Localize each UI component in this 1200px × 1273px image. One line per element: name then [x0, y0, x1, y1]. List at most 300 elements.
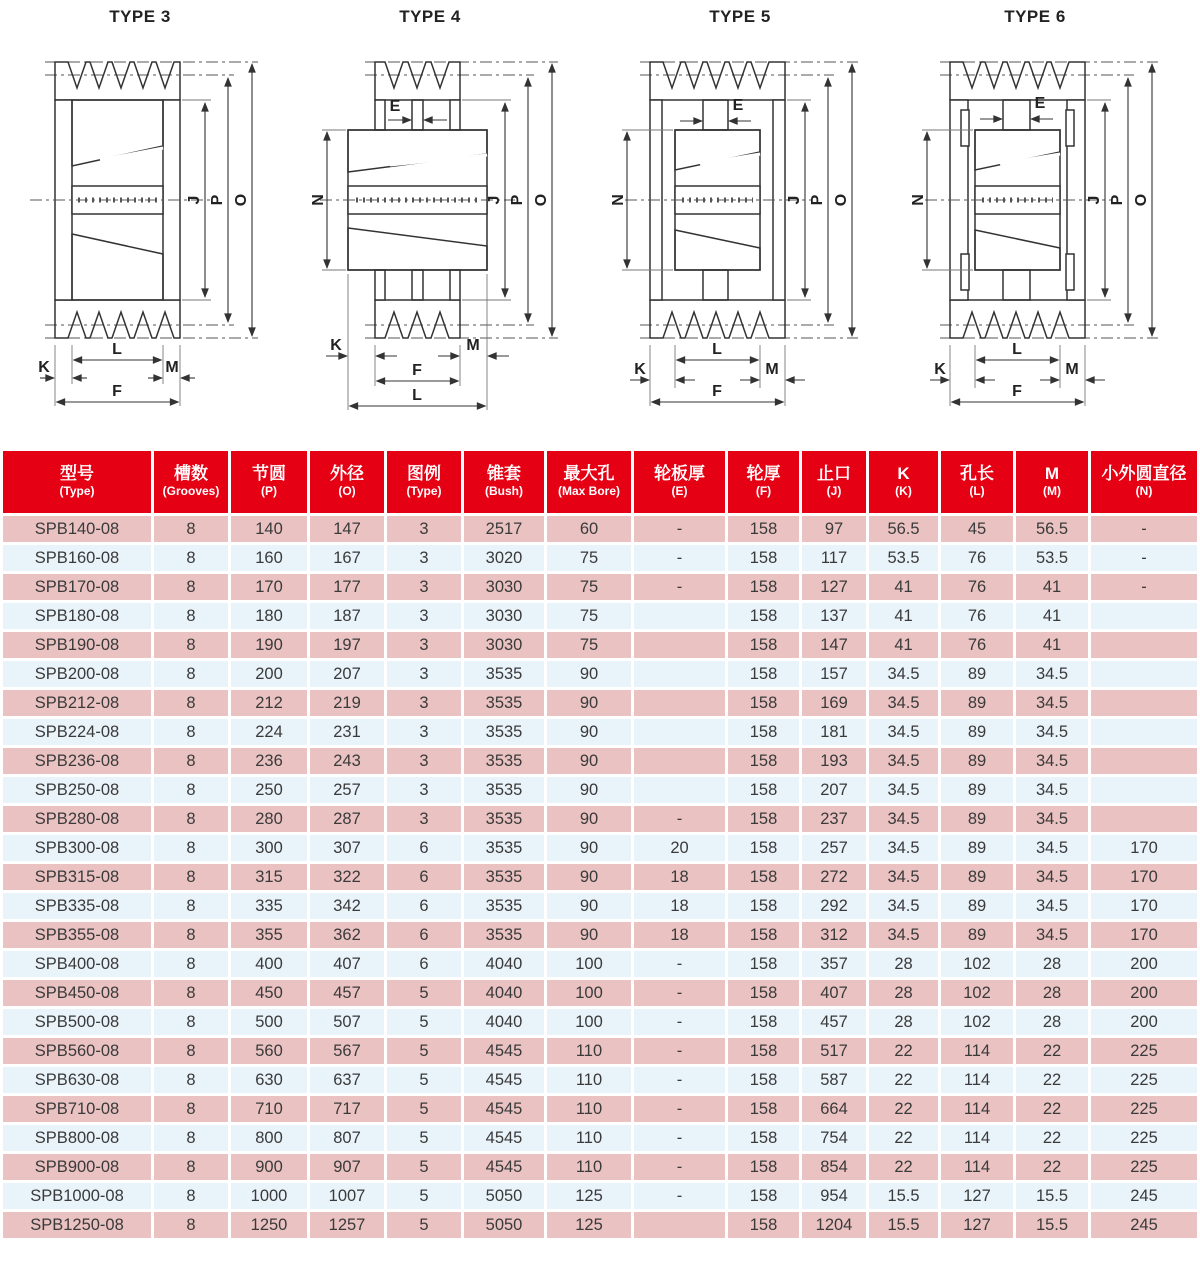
cell-figure-type: 6 — [387, 864, 461, 890]
column-header-en: (O) — [338, 484, 356, 499]
dim-label-e: E — [389, 98, 401, 115]
cell-l: 89 — [941, 690, 1013, 716]
cell-l: 89 — [941, 806, 1013, 832]
cell-grooves: 8 — [154, 748, 228, 774]
cell-outer-diameter: 507 — [310, 1009, 384, 1035]
cell-grooves: 8 — [154, 1154, 228, 1180]
column-header-en: (Bush) — [485, 484, 523, 499]
cell-e — [634, 661, 725, 687]
cell-figure-type: 5 — [387, 1096, 461, 1122]
cell-j: 587 — [802, 1067, 866, 1093]
cell-e: - — [634, 806, 725, 832]
cell-type: SPB236-08 — [3, 748, 151, 774]
table-row — [3, 777, 1197, 803]
cell-pitch-circle: 710 — [231, 1096, 307, 1122]
cell-l: 89 — [941, 864, 1013, 890]
cell-k: 34.5 — [869, 719, 938, 745]
table-row — [3, 1183, 1197, 1209]
cell-max-bore: 90 — [547, 719, 631, 745]
cell-pitch-circle: 630 — [231, 1067, 307, 1093]
cell-bush: 3535 — [464, 806, 544, 832]
table-row — [3, 951, 1197, 977]
cell-e: - — [634, 545, 725, 571]
cell-f: 158 — [728, 922, 799, 948]
cell-m: 22 — [1016, 1038, 1088, 1064]
cell-j: 193 — [802, 748, 866, 774]
cell-f: 158 — [728, 806, 799, 832]
column-header-en: (Grooves) — [162, 484, 220, 499]
cell-f: 158 — [728, 1212, 799, 1238]
cell-l: 76 — [941, 545, 1013, 571]
cell-n: 225 — [1091, 1125, 1197, 1151]
cell-e — [634, 777, 725, 803]
cell-figure-type: 6 — [387, 922, 461, 948]
dim-label-j: J — [186, 195, 203, 205]
spec-table — [0, 448, 1200, 1241]
cell-e — [634, 1212, 725, 1238]
cell-grooves: 8 — [154, 661, 228, 687]
cell-type: SPB630-08 — [3, 1067, 151, 1093]
dim-label-k: K — [330, 337, 342, 354]
cell-k: 22 — [869, 1125, 938, 1151]
cell-pitch-circle: 280 — [231, 806, 307, 832]
cell-m: 28 — [1016, 1009, 1088, 1035]
cell-outer-diameter: 287 — [310, 806, 384, 832]
table-row — [3, 661, 1197, 687]
column-header-zh: 型号 — [60, 464, 94, 484]
cell-f: 158 — [728, 864, 799, 890]
dim-label-f: F — [412, 362, 422, 379]
cell-type: SPB560-08 — [3, 1038, 151, 1064]
cell-outer-diameter: 231 — [310, 719, 384, 745]
cell-grooves: 8 — [154, 806, 228, 832]
cell-type: SPB190-08 — [3, 632, 151, 658]
column-header — [310, 451, 384, 513]
cell-m: 28 — [1016, 951, 1088, 977]
cell-max-bore: 90 — [547, 835, 631, 861]
column-header-en: (K) — [895, 484, 912, 499]
column-header-en: (L) — [969, 484, 985, 499]
cell-outer-diameter: 219 — [310, 690, 384, 716]
cell-type: SPB900-08 — [3, 1154, 151, 1180]
cell-f: 158 — [728, 545, 799, 571]
column-header — [387, 451, 461, 513]
cell-j: 137 — [802, 603, 866, 629]
cell-figure-type: 6 — [387, 893, 461, 919]
cell-figure-type: 5 — [387, 1125, 461, 1151]
table-body — [3, 516, 1197, 1238]
cell-grooves: 8 — [154, 922, 228, 948]
cell-outer-diameter: 322 — [310, 864, 384, 890]
column-header — [728, 451, 799, 513]
cell-m: 34.5 — [1016, 661, 1088, 687]
table-row — [3, 1154, 1197, 1180]
cell-type: SPB335-08 — [3, 893, 151, 919]
dimension-lines — [910, 64, 1152, 406]
cell-f: 158 — [728, 516, 799, 542]
dim-label-o: O — [533, 193, 550, 207]
cell-pitch-circle: 1000 — [231, 1183, 307, 1209]
dim-label-n: N — [910, 194, 927, 206]
table-header-row — [3, 451, 1197, 513]
cell-type: SPB280-08 — [3, 806, 151, 832]
cell-n: 225 — [1091, 1038, 1197, 1064]
cell-e — [634, 748, 725, 774]
cell-max-bore: 110 — [547, 1125, 631, 1151]
column-header-en: (M) — [1043, 484, 1061, 499]
cell-k: 22 — [869, 1038, 938, 1064]
cell-outer-diameter: 807 — [310, 1125, 384, 1151]
cell-outer-diameter: 567 — [310, 1038, 384, 1064]
cell-e: 18 — [634, 864, 725, 890]
cell-j: 1204 — [802, 1212, 866, 1238]
cell-k: 34.5 — [869, 922, 938, 948]
cell-bush: 3535 — [464, 893, 544, 919]
cell-m: 34.5 — [1016, 806, 1088, 832]
column-header-en: (P) — [261, 484, 277, 499]
dim-label-k: K — [934, 361, 946, 378]
table-row — [3, 864, 1197, 890]
dim-label-p: P — [509, 194, 526, 206]
cell-outer-diameter: 1007 — [310, 1183, 384, 1209]
cell-outer-diameter: 307 — [310, 835, 384, 861]
dim-label-m: M — [1065, 361, 1079, 378]
cell-k: 15.5 — [869, 1212, 938, 1238]
cell-figure-type: 3 — [387, 777, 461, 803]
cell-figure-type: 5 — [387, 980, 461, 1006]
cell-m: 22 — [1016, 1125, 1088, 1151]
cell-figure-type: 3 — [387, 632, 461, 658]
dimension-lines — [310, 64, 552, 410]
cell-max-bore: 110 — [547, 1096, 631, 1122]
cell-outer-diameter: 187 — [310, 603, 384, 629]
column-header-zh: 小外圆直径 — [1101, 464, 1187, 484]
cell-pitch-circle: 450 — [231, 980, 307, 1006]
cell-grooves: 8 — [154, 1212, 228, 1238]
cell-m: 15.5 — [1016, 1183, 1088, 1209]
cell-e: - — [634, 1009, 725, 1035]
cell-figure-type: 5 — [387, 1154, 461, 1180]
dim-label-p: P — [809, 194, 826, 206]
cell-max-bore: 75 — [547, 632, 631, 658]
cell-k: 34.5 — [869, 864, 938, 890]
column-header-zh: M — [1044, 464, 1060, 484]
cell-f: 158 — [728, 661, 799, 687]
cell-j: 754 — [802, 1125, 866, 1151]
cell-figure-type: 5 — [387, 1212, 461, 1238]
table-row — [3, 1067, 1197, 1093]
cell-bush: 3030 — [464, 603, 544, 629]
cell-k: 15.5 — [869, 1183, 938, 1209]
cell-figure-type: 3 — [387, 661, 461, 687]
cell-bush: 3020 — [464, 545, 544, 571]
cell-j: 854 — [802, 1154, 866, 1180]
cell-type: SPB1250-08 — [3, 1212, 151, 1238]
dim-label-o: O — [1133, 193, 1150, 207]
cell-f: 158 — [728, 748, 799, 774]
cell-j: 272 — [802, 864, 866, 890]
cell-n — [1091, 690, 1197, 716]
cell-e: - — [634, 574, 725, 600]
type-6-panel — [900, 0, 1200, 446]
cell-m: 22 — [1016, 1154, 1088, 1180]
cell-type: SPB140-08 — [3, 516, 151, 542]
cell-m: 34.5 — [1016, 777, 1088, 803]
cell-f: 158 — [728, 632, 799, 658]
cell-k: 34.5 — [869, 748, 938, 774]
column-header-en: (Type) — [59, 484, 95, 499]
cell-bush: 4545 — [464, 1154, 544, 1180]
cell-pitch-circle: 560 — [231, 1038, 307, 1064]
column-header-en: (E) — [671, 484, 688, 499]
cell-l: 89 — [941, 748, 1013, 774]
cell-pitch-circle: 140 — [231, 516, 307, 542]
cell-k: 41 — [869, 574, 938, 600]
cell-figure-type: 3 — [387, 690, 461, 716]
cell-e: - — [634, 1067, 725, 1093]
dim-label-j: J — [486, 195, 503, 205]
type-4-drawing — [300, 0, 600, 446]
cell-type: SPB315-08 — [3, 864, 151, 890]
dim-label-l: L — [112, 341, 122, 358]
cell-j: 257 — [802, 835, 866, 861]
cell-f: 158 — [728, 690, 799, 716]
cell-l: 89 — [941, 661, 1013, 687]
cell-j: 954 — [802, 1183, 866, 1209]
cell-grooves: 8 — [154, 1183, 228, 1209]
cell-pitch-circle: 500 — [231, 1009, 307, 1035]
cell-k: 34.5 — [869, 806, 938, 832]
column-header — [154, 451, 228, 513]
cell-max-bore: 90 — [547, 864, 631, 890]
cell-m: 41 — [1016, 632, 1088, 658]
cell-grooves: 8 — [154, 951, 228, 977]
cell-j: 97 — [802, 516, 866, 542]
cell-e — [634, 719, 725, 745]
drawing-title: TYPE 4 — [399, 7, 461, 26]
cell-grooves: 8 — [154, 835, 228, 861]
cell-max-bore: 100 — [547, 951, 631, 977]
cell-outer-diameter: 907 — [310, 1154, 384, 1180]
cell-grooves: 8 — [154, 893, 228, 919]
cell-max-bore: 90 — [547, 806, 631, 832]
column-header — [869, 451, 938, 513]
cell-grooves: 8 — [154, 1067, 228, 1093]
cell-max-bore: 75 — [547, 603, 631, 629]
cell-m: 34.5 — [1016, 864, 1088, 890]
column-header-zh: 轮板厚 — [654, 464, 705, 484]
cell-j: 457 — [802, 1009, 866, 1035]
cell-m: 15.5 — [1016, 1212, 1088, 1238]
column-header-zh: 最大孔 — [563, 464, 615, 484]
cell-j: 237 — [802, 806, 866, 832]
column-header — [3, 451, 151, 513]
cell-outer-diameter: 207 — [310, 661, 384, 687]
cell-bush: 3535 — [464, 690, 544, 716]
cell-bush: 4040 — [464, 951, 544, 977]
cell-j: 357 — [802, 951, 866, 977]
cell-figure-type: 5 — [387, 1009, 461, 1035]
cell-n: 170 — [1091, 893, 1197, 919]
table-row — [3, 1038, 1197, 1064]
cell-grooves: 8 — [154, 980, 228, 1006]
cell-grooves: 8 — [154, 719, 228, 745]
cell-f: 158 — [728, 951, 799, 977]
table-row — [3, 893, 1197, 919]
cell-max-bore: 110 — [547, 1038, 631, 1064]
cell-bush: 4545 — [464, 1038, 544, 1064]
cell-k: 34.5 — [869, 690, 938, 716]
dim-label-m: M — [165, 359, 179, 376]
cell-k: 41 — [869, 632, 938, 658]
cell-figure-type: 3 — [387, 719, 461, 745]
cell-e: 18 — [634, 893, 725, 919]
cell-m: 34.5 — [1016, 893, 1088, 919]
table-row — [3, 545, 1197, 571]
column-header — [464, 451, 544, 513]
cell-max-bore: 110 — [547, 1067, 631, 1093]
drawing-title: TYPE 6 — [1004, 7, 1066, 26]
cell-m: 34.5 — [1016, 748, 1088, 774]
type-5-drawing — [600, 0, 900, 446]
cell-figure-type: 6 — [387, 951, 461, 977]
table-row — [3, 1212, 1197, 1238]
column-header-en: (Max Bore) — [557, 484, 620, 499]
cell-pitch-circle: 180 — [231, 603, 307, 629]
dim-label-p: P — [209, 194, 226, 206]
cell-l: 89 — [941, 777, 1013, 803]
cell-type: SPB250-08 — [3, 777, 151, 803]
cell-type: SPB212-08 — [3, 690, 151, 716]
dim-label-e: E — [732, 97, 744, 114]
cell-e: - — [634, 1154, 725, 1180]
table-row — [3, 748, 1197, 774]
cell-m: 34.5 — [1016, 719, 1088, 745]
cell-pitch-circle: 300 — [231, 835, 307, 861]
column-header-zh: 锥套 — [487, 464, 521, 484]
cell-f: 158 — [728, 835, 799, 861]
cell-max-bore: 110 — [547, 1154, 631, 1180]
dim-label-j: J — [786, 195, 803, 205]
cell-pitch-circle: 190 — [231, 632, 307, 658]
cell-j: 207 — [802, 777, 866, 803]
cell-pitch-circle: 170 — [231, 574, 307, 600]
cell-n: 225 — [1091, 1067, 1197, 1093]
cell-max-bore: 100 — [547, 980, 631, 1006]
cell-j: 157 — [802, 661, 866, 687]
cell-n: - — [1091, 545, 1197, 571]
cell-outer-diameter: 637 — [310, 1067, 384, 1093]
table-row — [3, 632, 1197, 658]
cell-grooves: 8 — [154, 777, 228, 803]
cell-l: 114 — [941, 1096, 1013, 1122]
cell-l: 102 — [941, 951, 1013, 977]
cell-m: 22 — [1016, 1067, 1088, 1093]
column-header-zh: 外径 — [330, 464, 364, 484]
table-row — [3, 1009, 1197, 1035]
cell-figure-type: 3 — [387, 748, 461, 774]
cell-max-bore: 100 — [547, 1009, 631, 1035]
table-header — [3, 451, 1197, 513]
cell-n: 200 — [1091, 1009, 1197, 1035]
cell-grooves: 8 — [154, 1009, 228, 1035]
cell-bush: 4545 — [464, 1096, 544, 1122]
cell-n: 200 — [1091, 980, 1197, 1006]
cell-l: 127 — [941, 1183, 1013, 1209]
cell-max-bore: 90 — [547, 893, 631, 919]
cell-max-bore: 90 — [547, 748, 631, 774]
column-header-zh: 轮厚 — [746, 464, 781, 484]
cell-e — [634, 632, 725, 658]
dim-label-f: F — [1012, 383, 1022, 400]
cell-type: SPB1000-08 — [3, 1183, 151, 1209]
table-row — [3, 1096, 1197, 1122]
cell-bush: 5050 — [464, 1183, 544, 1209]
dim-label-l: L — [412, 387, 422, 404]
cell-l: 114 — [941, 1125, 1013, 1151]
cell-n: 225 — [1091, 1096, 1197, 1122]
cell-n — [1091, 661, 1197, 687]
cell-m: 34.5 — [1016, 690, 1088, 716]
table-row — [3, 516, 1197, 542]
cell-n: 200 — [1091, 951, 1197, 977]
cell-grooves: 8 — [154, 516, 228, 542]
cell-figure-type: 3 — [387, 603, 461, 629]
cell-f: 158 — [728, 893, 799, 919]
cell-n: - — [1091, 574, 1197, 600]
type-5-panel — [600, 0, 900, 446]
cell-e: - — [634, 516, 725, 542]
cell-bush: 3535 — [464, 777, 544, 803]
cell-l: 76 — [941, 603, 1013, 629]
cell-f: 158 — [728, 1009, 799, 1035]
cell-bush: 3030 — [464, 574, 544, 600]
column-header — [1016, 451, 1088, 513]
dim-label-e: E — [1034, 95, 1046, 112]
drawing-title: TYPE 5 — [709, 7, 771, 26]
cell-m: 41 — [1016, 574, 1088, 600]
cell-figure-type: 3 — [387, 545, 461, 571]
cell-bush: 4040 — [464, 1009, 544, 1035]
cell-m: 53.5 — [1016, 545, 1088, 571]
cell-figure-type: 5 — [387, 1183, 461, 1209]
cell-outer-diameter: 362 — [310, 922, 384, 948]
cell-k: 22 — [869, 1154, 938, 1180]
cell-n — [1091, 603, 1197, 629]
cell-grooves: 8 — [154, 574, 228, 600]
cell-e: 18 — [634, 922, 725, 948]
cell-type: SPB355-08 — [3, 922, 151, 948]
cell-outer-diameter: 147 — [310, 516, 384, 542]
cell-j: 312 — [802, 922, 866, 948]
cell-pitch-circle: 900 — [231, 1154, 307, 1180]
cell-k: 34.5 — [869, 661, 938, 687]
cell-l: 76 — [941, 632, 1013, 658]
cell-bush: 3535 — [464, 719, 544, 745]
cell-pitch-circle: 212 — [231, 690, 307, 716]
dim-label-p: P — [1109, 194, 1126, 206]
cell-k: 53.5 — [869, 545, 938, 571]
cell-pitch-circle: 200 — [231, 661, 307, 687]
cell-bush: 3535 — [464, 922, 544, 948]
cell-f: 158 — [728, 603, 799, 629]
cell-n — [1091, 777, 1197, 803]
cell-type: SPB170-08 — [3, 574, 151, 600]
cell-n: 170 — [1091, 864, 1197, 890]
cell-bush: 2517 — [464, 516, 544, 542]
dim-label-l: L — [712, 341, 722, 358]
cell-type: SPB224-08 — [3, 719, 151, 745]
